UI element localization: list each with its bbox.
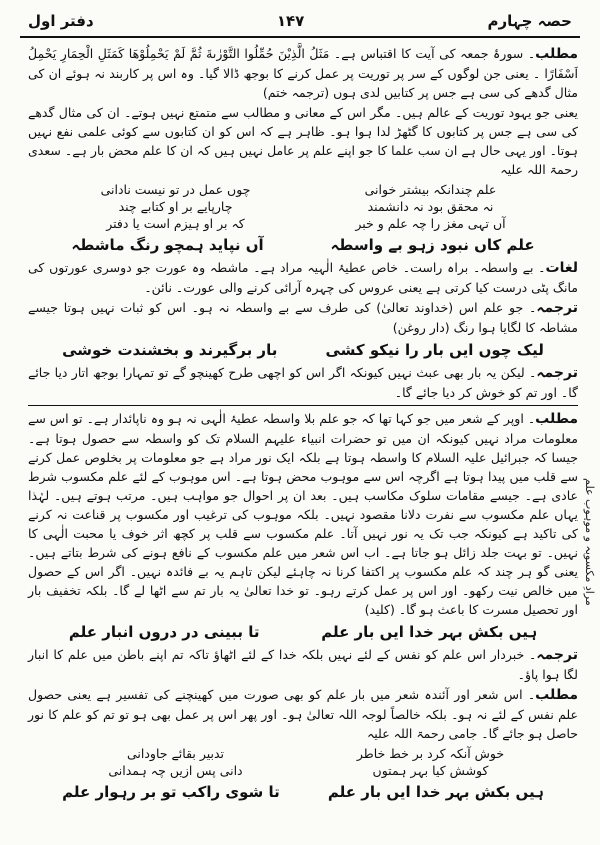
verse-line: چوں عمل در تو نیست نادانی <box>100 182 251 197</box>
verse-line: علم کاں نبود زہو بے واسطہ <box>330 236 535 254</box>
paragraph-label: ترجمہ <box>536 300 578 316</box>
paragraph-label: مطلب <box>535 46 578 62</box>
verse-line: تدبیر بقائے جاودانی <box>126 746 225 761</box>
paragraph-label: مطلب <box>535 687 578 703</box>
paragraph-text: ۔ اس شعر اور آئندہ شعر میں بار علم کو بھی صورت میں کھینچنے کی تفسیر ہے یعنی حصول علم نفس کے لئے نہ ہو۔ بلکہ خالصاً لوجہ اللہ تعالیٰ ہو۔ اور پھر اس پر عمل بھی ہو تو تم کو علم کا نور حاصل ہو جائے گا۔ جامی رحمۃ اللہ علیہ <box>28 687 578 741</box>
main-verse-2 <box>38 339 568 361</box>
paragraph-explanation <box>28 103 578 179</box>
margin-note: مرادِ مکسوبہ و موہوب علم <box>583 478 596 606</box>
page-number: ۱۴۷ <box>276 12 305 30</box>
verse-line: کہ بر او ہیزم است یا دفتر <box>106 216 245 231</box>
paragraph-label: مطلب <box>535 411 578 427</box>
verse-line: آں تہی مغز را چہ علم و خبر <box>355 216 506 231</box>
page-body <box>28 44 578 832</box>
page-header <box>10 8 590 34</box>
main-verse-4 <box>38 781 568 803</box>
paragraph-text: ۔ اوپر کے شعر میں جو کہا تھا کہ جو علم بلا واسطہ عطیۂ الٰہی نہ ہو وہ ناپائدار ہے۔ تو اس سے معلومات مراد نہیں کیونکہ ان میں تو حضرات انبیاء علیہم السلام تک کو واسطہ سے حصول ہوتا ہے۔ جیسا کہ جبرائیل علیہ السلام کا واسطہ ہوتا ہے بلکہ ایک نور مراد ہے جو معلومات پر بخلوص عمل کرنے سے قلب میں پیدا ہوتا ہے اگرچہ اس سے موہوب محض ہوتا ہے۔ اس موہوب کے لئے علم مکسوب شرط عادی ہے۔ جیسے مقامات سلوک مکاسب ہیں۔ بعد ان پر احوال جو مواہب ہیں۔ مرتب ہوتے ہیں۔ لہٰذا یہاں علم مکسوب سے نفرت دلانا مقصود نہیں۔ بلکہ موہوب کی ترغیب اور مکسوب پر قناعت نہ کرنے کی تاکید ہے کیونکہ جب تک یہ نور نہیں آتا۔ علم مکسوب سے قلب پر کچھ اثر خوف یا محبت الٰہی کا نہیں۔ تو بہت جلد زائل ہو جاتا ہے۔ اب اس شعر میں علم مکسوب کے نافع ہونے کی شرط بتاتے ہیں۔ یعنی گو ہر چند کہ علم مکسوب پر اکتفا کرنا نہ چاہئے لیکن تاہم یہ بے فائدہ نہیں۔ اگر اس کے حصول میں خالص نیت رکھو۔ اور اس پر عمل کرتے رہو۔ تو خدا تعالیٰ یہ بار تم سے اٹھا لے گا۔ بلکہ تخفیف بار اور تحصیل مسرت کا باعث ہو گا۔ (کلید) <box>28 411 578 617</box>
paragraph-label: ترجمہ <box>536 365 578 381</box>
verse-line: خوش آنکہ کرد بر خط خاطر <box>356 746 505 761</box>
main-verse-1 <box>38 234 568 256</box>
section-divider <box>28 405 578 406</box>
verse-line: تا شوی راکب تو بر رہوار علم <box>62 783 280 801</box>
verse-line: نہ محقق بود نہ دانشمند <box>367 199 494 214</box>
paragraph-text: ۔ بے واسطہ۔ براہ راست۔ خاص عطیۂ الٰہیہ مراد ہے۔ ماشطہ وہ عورت جو دوسری عورتوں کی مانگ پٹی درست کیا کرتی ہے یعنی عروس کی چہرہ آرائی کرنے والی عورت۔ نائن۔ <box>28 260 578 295</box>
verse-line: ہیں بکش بہر خدا ایں بار علم <box>327 783 544 801</box>
paragraph-matlab-3 <box>28 685 578 743</box>
paragraph-text: یعنی جو یہود توریت کے عالم ہیں۔ مگر اس کے معانی و مطالب سے متمتع نہیں ہوتے۔ ان کی مثال گدھے کی سی ہے جس پر کتابوں کا گٹھڑ لدا ہوا ہو۔ ظاہر ہے کہ اس کو ان کتابوں سے کوئی علمی نفع نہیں ہوتا۔ اور یہی حال ہے ان سب علما کا جو اپنے علم پر عامل نہیں ہیں کہ ان کا علم محض بار ہے۔ سعدی رحمۃ اللہ علیہ <box>28 105 578 177</box>
verse-line: ہیں بکش بہر خدا ایں بار علم <box>321 623 538 641</box>
main-verse-3 <box>38 621 568 643</box>
paragraph-lughat <box>28 258 578 297</box>
verse-line: چارپایے بر او کتابے چند <box>118 199 233 214</box>
verse-block-saadi <box>68 181 538 232</box>
paragraph-tarjuma-2 <box>28 363 578 402</box>
verse-line: بار برگیرند و بخشندت خوشی <box>62 341 278 359</box>
verse-line: تا ببینی در دروں انبار علم <box>68 623 260 641</box>
verse-line: دانی پس ازیں چہ ہمدانی <box>108 763 243 778</box>
verse-line: آں نپاید ہمچو رنگ ماشطہ <box>71 236 264 254</box>
section-title: حصہ چہارم <box>487 12 572 30</box>
paragraph-label: لغات <box>545 260 578 276</box>
verse-block-jami <box>68 745 538 779</box>
verse-line: لیک چوں ایں بار را نیکو کشی <box>325 341 544 359</box>
paragraph-text: ۔ لیکن یہ بار بھی عبث نہیں کیونکہ اگر اس کو اچھی طرح کھینچو گے تو تمہارا بوجھ اتار دیا جائے گا۔ اور تم کو خوش کر دیا جائے گا۔ <box>28 365 578 400</box>
paragraph-tarjuma-1 <box>28 298 578 337</box>
paragraph-text: ۔ جو علم اس (خداوند تعالیٰ) کی طرف سے بے واسطہ نہ ہو۔ اس کو ثبات نہیں ہوتا جیسے مشاطہ کا لگایا ہوا رنگ (دار روغن) <box>28 300 578 335</box>
book-page <box>10 8 596 838</box>
paragraph-matlab-1 <box>28 44 578 102</box>
book-title: دفتر اول <box>28 12 94 30</box>
paragraph-matlab-2 <box>28 409 578 619</box>
paragraph-label: ترجمہ <box>536 647 578 663</box>
verse-line: علم چندانکہ بیشتر خوانی <box>364 182 497 197</box>
paragraph-tarjuma-3 <box>28 645 578 684</box>
paragraph-text: ۔ خبردار اس علم کو نفس کے لئے نہیں بلکہ خدا کے لئے اٹھاؤ تاکہ تم اپنے باطن میں علم کا انبار لگا ہوا پاؤ۔ <box>28 647 578 682</box>
paragraph-text: ۔ سورۂ جمعہ کی آیت کا اقتباس ہے۔ مَثَلُ الَّذِيْنَ حُمِّلُوا التَّوْرٰىةَ ثُمَّ لَمْ يَحْمِلُوْهَا كَمَثَلِ الْحِمَارِ يَحْمِلُ اَسْفَارًا ۔ یعنی جن لوگوں کے سر پر توریت پر عمل کرنے کا بوجھ ڈالا گیا۔ وہ اس پر کاربند نہ ہوئے ان کی مثال گدھے کی سی ہے جس پر کتابیں لدی ہوں (ترجمہ ختم) <box>28 46 578 100</box>
verse-line: کوشش کیا بہر ہمتوں <box>372 763 489 778</box>
header-divider <box>20 36 580 38</box>
